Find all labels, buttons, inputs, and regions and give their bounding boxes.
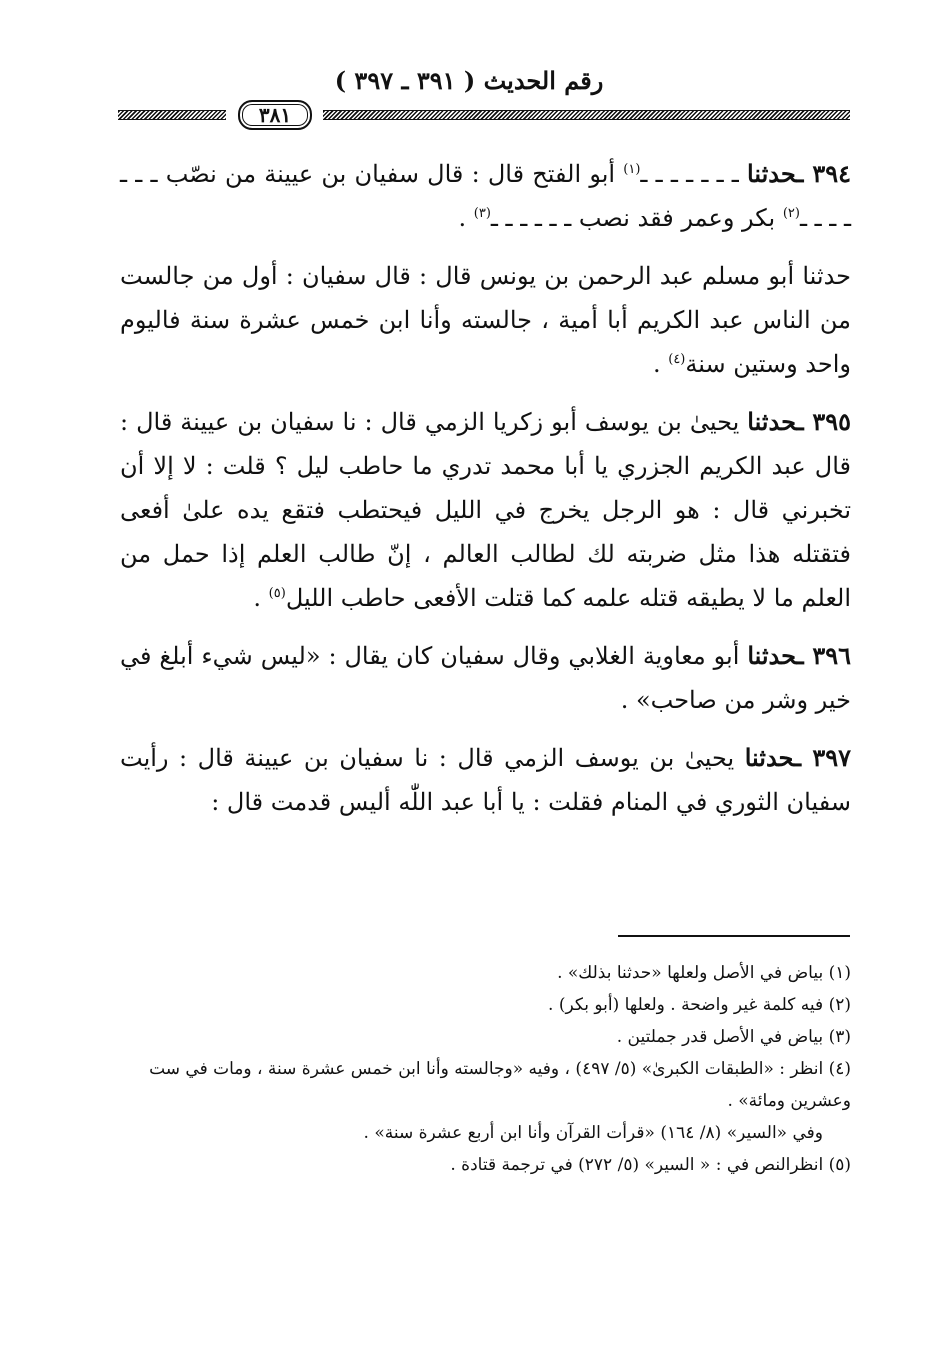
hadith-text: بكر وعمر فقد نصب ـ ـ ـ ـ ـ ـ [490, 204, 783, 232]
hadith-text: أبو معاوية الغلابي وقال سفيان كان يقال : «ليس شيء أبلغ في خير وشر من صاحب» . [120, 642, 851, 714]
footnote-4: (٤) انظر : «الطبقات الكبرىٰ» (٥/ ٤٩٧) ، وفيه «وجالسته وأنا ابن خمس عشرة سنة ، ومات في ست وعشرين ومائة» . [149, 1059, 851, 1111]
hadith-number: ٣٩٧ ـ [794, 743, 852, 772]
footnote-1: (١) بياض في الأصل ولعلها «حدثنا بذلك» . [557, 963, 851, 983]
hadith-paragraph [120, 736, 851, 824]
hadith-number: ٣٩٥ ـ [796, 407, 851, 436]
hadith-keyword: حدثنا [747, 407, 797, 436]
hadith-paragraph [120, 254, 851, 386]
header-rule-band-left [118, 110, 226, 120]
hadith-paragraph [120, 400, 851, 620]
header-rule-band-right [323, 110, 850, 120]
hadith-text: يحيىٰ بن يوسف أبو زكريا الزمي قال : نا سفيان بن عيينة قال : قال عبد الكريم الجزري يا أبا محمد تدري ما حاطب ليل ؟ قلت : لا إلا أن تخبرني قال : هو الرجل يخرج في الليل فيحتطب فتقع يده علىٰ أفعى فتقتله هذا مثل ضربته لك لطالب العالم ، إنّ طالب العلم إذا حمل من العلم ما لا يطيقه قتله علمه كما قتلت الأفعى حاطب الليل [120, 408, 851, 612]
footnote-marker: (٤) [668, 352, 686, 367]
hadith-keyword: حدثنا [747, 159, 797, 188]
hadith-paragraph [120, 634, 851, 722]
footnote-2: (٢) فيه كلمة غير واضحة . ولعلها (أبو بكر) . [548, 995, 851, 1015]
hadith-text: . [652, 350, 669, 378]
footnote-marker: (٣) [473, 206, 491, 221]
footnote-3: (٣) بياض في الأصل قدر جملتين . [616, 1027, 851, 1047]
hadith-text: ـ ـ ـ ـ ـ ـ ـ [640, 160, 748, 188]
hadith-keyword: حدثنا [744, 743, 795, 772]
hadith-keyword: حدثنا [747, 641, 797, 670]
footnotes [120, 957, 851, 1181]
hadith-text: يحيىٰ بن يوسف الزمي قال : نا سفيان بن عيينة قال : رأيت سفيان الثوري في المنام فقلت : يا أبا عبد اللّٰه أليس قدمت قال : [120, 744, 851, 816]
hadith-text: حدثنا أبو مسلم عبد الرحمن بن يونس قال : قال سفيان : أول من جالست من الناس عبد الكريم أبا أمية ، جالسته وأنا ابن خمس عشرة سنة فاليوم واحد وستين سنة [120, 262, 851, 378]
footnote-marker: (٢) [782, 206, 800, 221]
hadith-paragraph [120, 152, 851, 240]
hadith-number: ٣٩٦ ـ [796, 641, 851, 670]
hadith-text: . [253, 584, 269, 612]
footnote-4-continuation: وفي «السير» (٨/ ١٦٤) «قرأت القرآن وأنا ابن أربع عشرة سنة» . [363, 1123, 823, 1143]
hadith-number: ٣٩٤ ـ [796, 159, 851, 188]
hadith-body [120, 152, 851, 824]
footnote-5: (٥) انظرالنص في : « السير» (٥/ ٢٧٢) في ترجمة قتادة . [450, 1155, 851, 1175]
running-header-title: رقم الحديث ( ٣٩١ ـ ٣٩٧ ) [334, 66, 604, 95]
hadith-text: . [458, 204, 474, 232]
footnote-separator [618, 935, 850, 937]
footnote-marker: (٥) [268, 586, 286, 601]
hadith-text: أبو الفتح قال : قال سفيان بن عيينة من نصّب ـ ـ ـ ـ ـ ـ ـ [120, 160, 851, 232]
footnote-marker: (١) [623, 162, 641, 177]
header-ornament-rule [118, 100, 850, 128]
page-number: ٣٨١ [238, 100, 312, 130]
